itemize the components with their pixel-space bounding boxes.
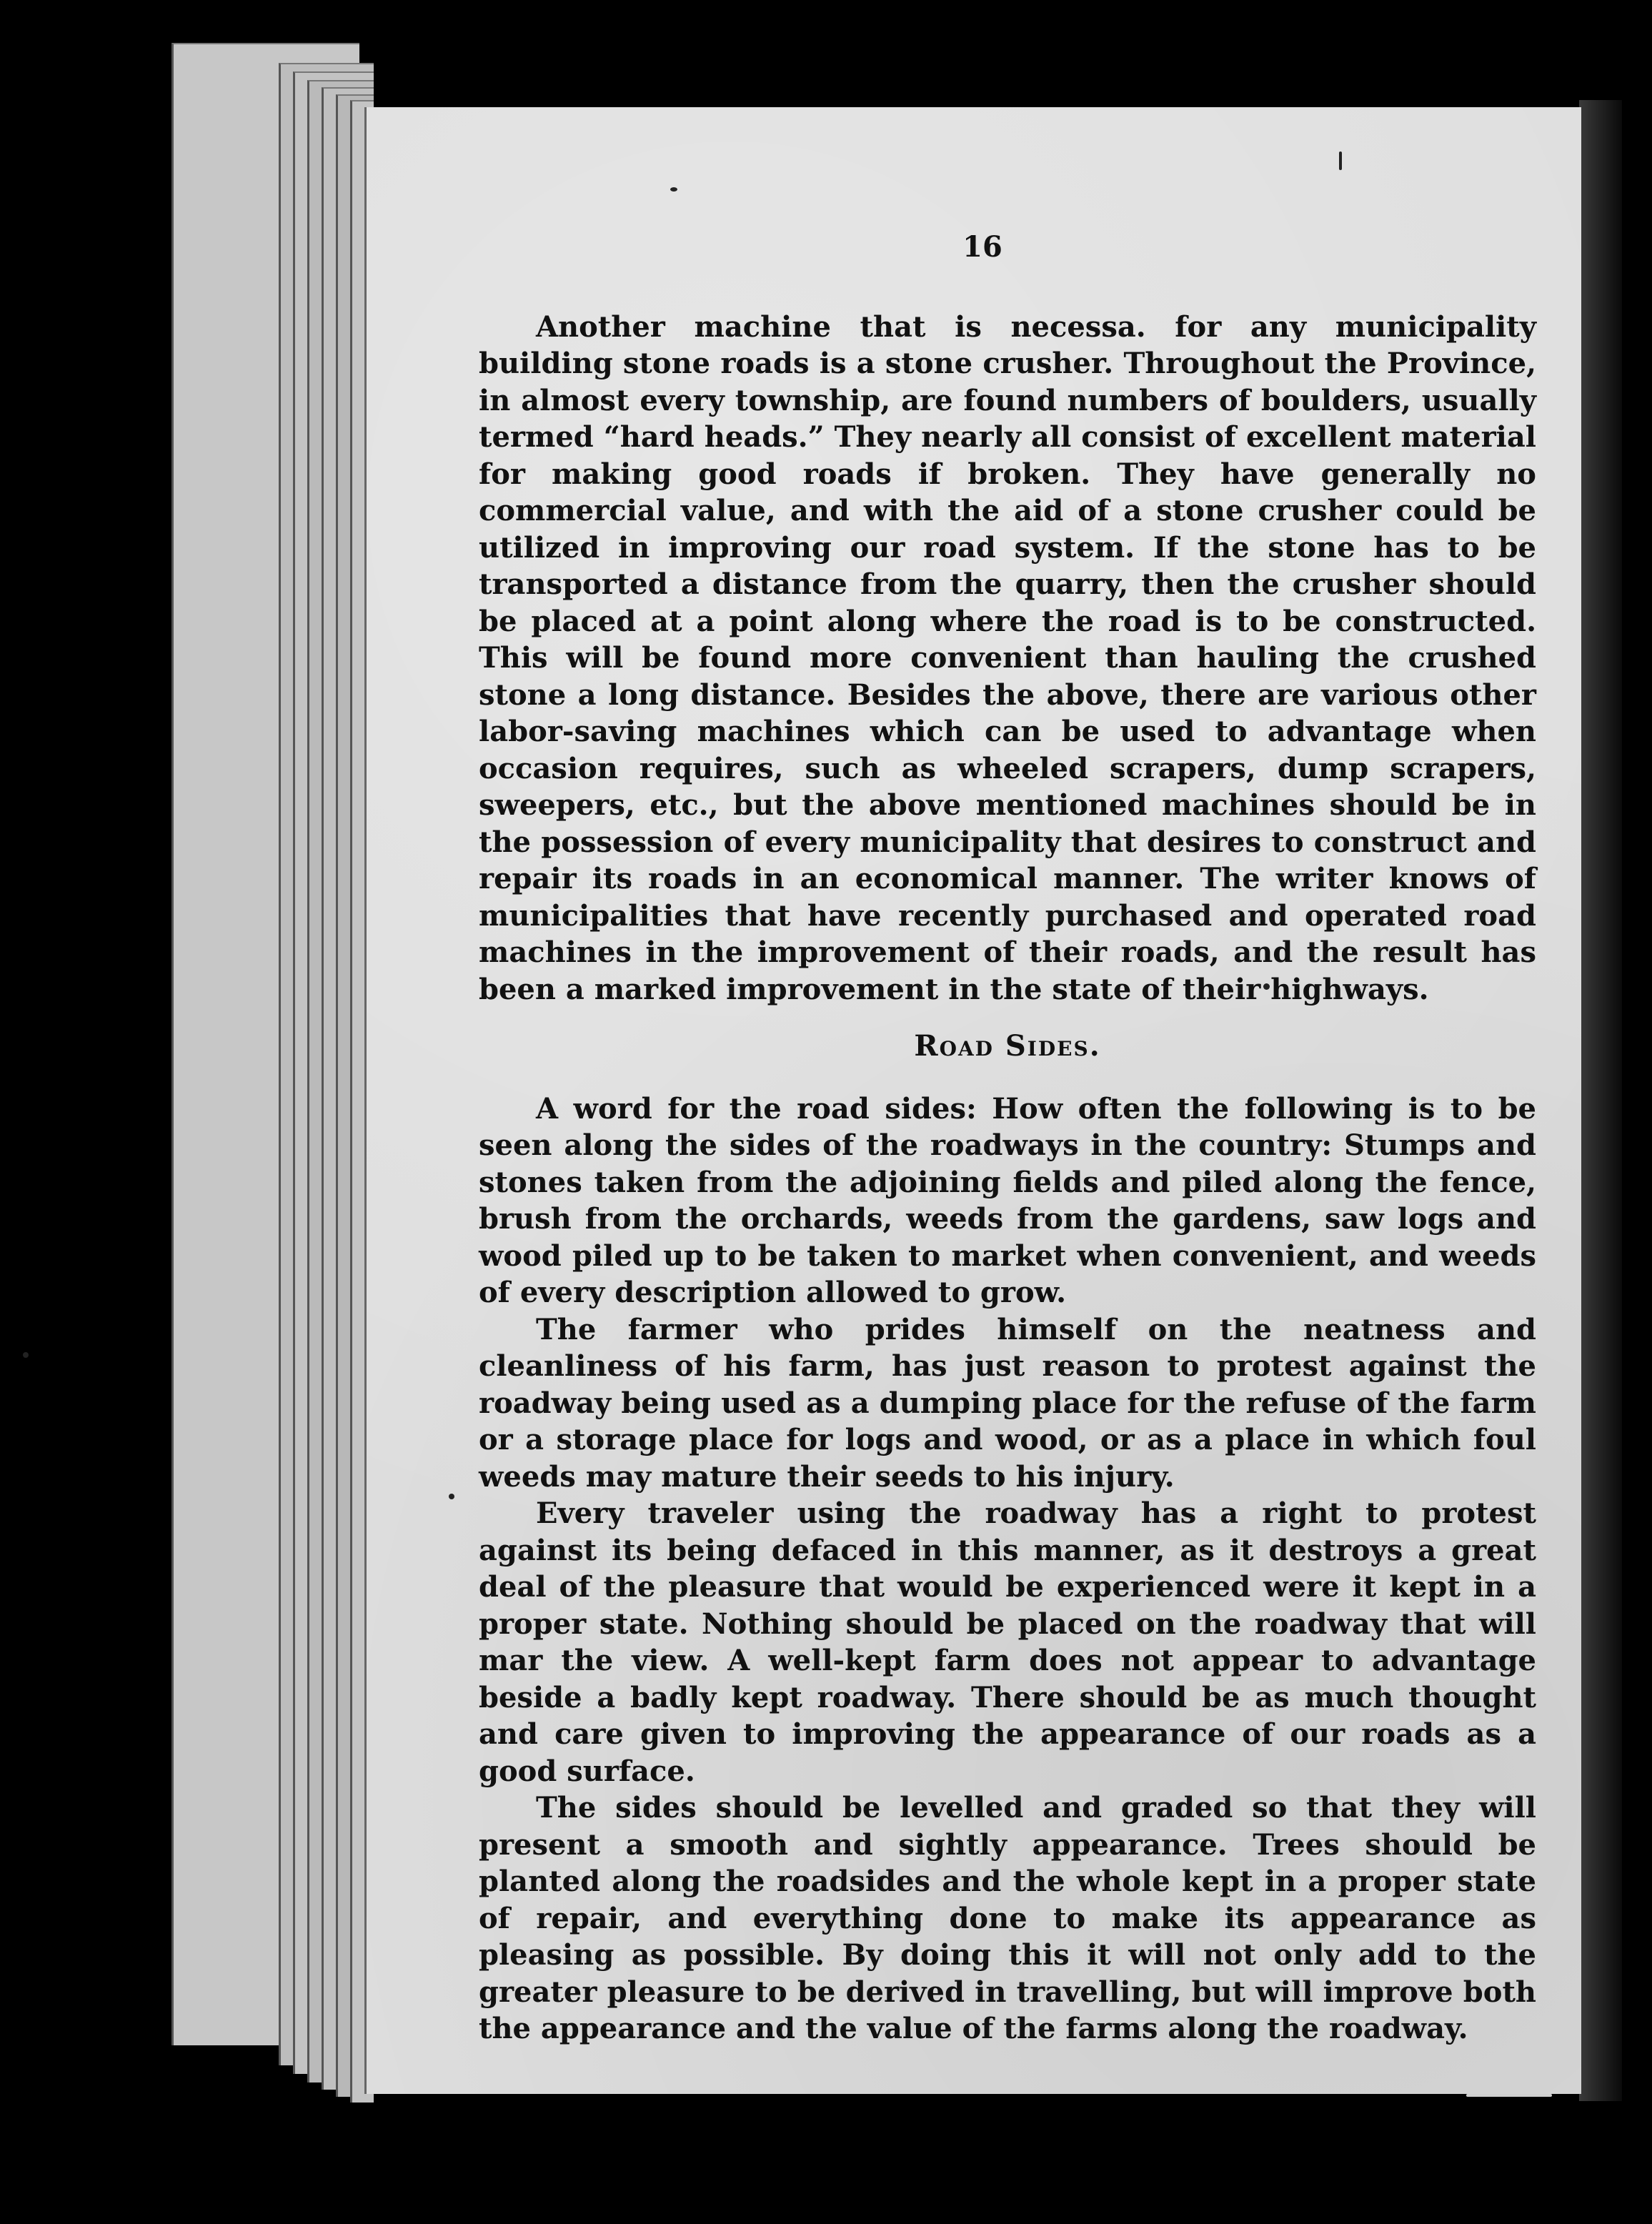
- paragraph: Every traveler using the roadway has a right to protest against its being defaced in this manner, as it destroys a great deal of the pleasure that would be experienced were it kept in a proper state. Nothing should be placed on the roadway that will mar the view. A well-kept farm does not appear to advantage beside a badly kept roadway. There should be as much thought and care given to improving the appearance of our roads as a good surface.: [479, 1496, 1536, 1788]
- paragraph: The sides should be levelled and graded so that they will present a smooth and sightly appearance. Trees should be planted along the roadsides and the whole kept in a proper state of repair, and everything done to make its appearance as pleasing as possible. By doing this it will not only add to the greater pleasure to be derived in travelling, but will improve both the appearance and the value of the farms along the roadway.: [479, 1791, 1536, 2045]
- scan-speck: [670, 187, 677, 192]
- section-heading: Road Sides.: [914, 1029, 1101, 1063]
- page-number: 16: [962, 230, 1002, 264]
- paragraph: Another machine that is necessa. for any municipality building stone roads is a stone crusher. Throughout the Province, in almost every township, are found numbers of boulders, usually termed “hard heads.” They nearly all consist of excellent material for making good roads if broken. They have generally no commercial value, and with the aid of a stone crusher could be utilized in improving our road system. If the stone has to be transported a distance from the quarry, then the crusher should be placed at a point along where the road is to be constructed. This will be found more convenient than hauling the crushed stone a long distance. Besides the above, there are various other labor-saving machines which can be used to advantage when occasion requires, such as wheeled scrapers, dump scrapers, sweepers, etc., but the above mentioned machines should be in the possession of every municipality that desires to construct and repair its roads in an economical manner. The writer knows of municipalities that have recently purchased and operated road machines in the improvement of their roads, and the result has been a marked improvement in the state of their highways.: [479, 309, 1536, 1006]
- scan-speck: [23, 1352, 29, 1358]
- scan-speck: [1466, 2094, 1552, 2097]
- scan-speck: [449, 1494, 454, 1499]
- paragraph: A word for the road sides: How often the following is to be seen along the sides of the roadways in the country: Stumps and stones taken from the adjoining fields and piled along the fence, brush from the orchards, weeds from the gardens, saw logs and wood piled up to be taken to market when convenient, and weeds of every description allowed to grow.: [479, 1091, 1536, 1309]
- page-gutter-shadow: [1579, 100, 1622, 2101]
- scan-speck: [1339, 152, 1342, 170]
- page-text: [479, 229, 1536, 2047]
- paragraph: The farmer who prides himself on the neatness and cleanliness of his farm, has just reason to protest against the roadway being used as a dumping place for the refuse of the farm or a storage place for logs and wood, or as a place in which foul weeds may mature their seeds to his injury.: [479, 1312, 1536, 1494]
